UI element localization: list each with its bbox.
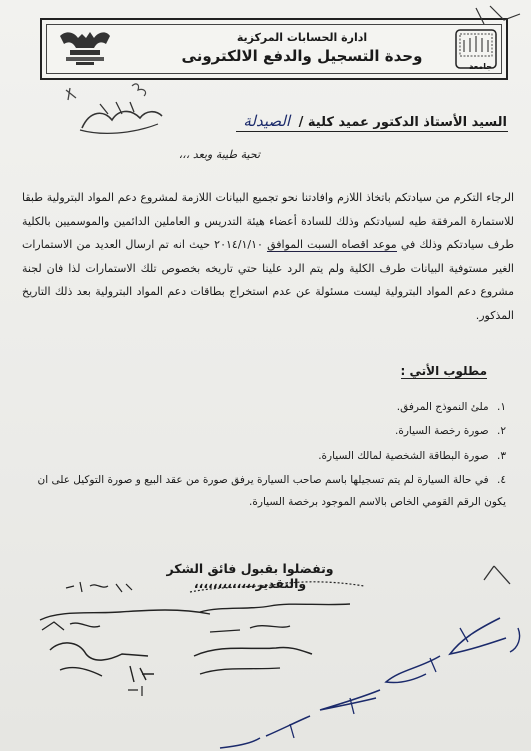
pen-stroke-mark (470, 4, 530, 32)
addressee-faculty-handwritten: الصيدلة (243, 112, 291, 130)
addressee-underline (236, 131, 508, 132)
handwritten-reference-mark (52, 80, 172, 142)
body-text-part2: ٢٠١٤/١/١٠ حيث انه تم ارسال العديد من الاستمارات الغير مستوفية البيانات طرف الكلية ولم يتم الرد علينا حتي تاريخه بخصوص تلك الاستمارات لذا فان لجنة مشروع دعم المواد البترولية ليست مسئولة عن عدم استخراج بطاقات دعم المواد البترولية بعد ذلك التاريخ المذكور. (22, 238, 514, 322)
greeting: تحية طيبة وبعد ،،، (178, 148, 260, 161)
blue-ink-signature (200, 598, 531, 751)
requirements-list (28, 392, 506, 513)
list-item: ١. ملئ النموذج المرفق. (396, 401, 506, 413)
list-item: ٤. في حالة السيارة لم يتم تسجيلها باسم صاحب السيارة يرفق صورة من عقد البيع و صورة التوكيل على ان يكون الرقم القومي الخاص بالاسم الموجود برخصة السيارة. (37, 474, 506, 508)
margin-tick-mark (480, 560, 520, 590)
body-text-part1: الرجاء التكرم من سيادتكم باتخاذ اللازم وافادتنا نحو تجميع البيانات اللازمة لمشروع دعم المواد البترولية طبقا للاستمارة المرفقة طيه لسيادتكم وذلك للسادة أعضاء هيئة التدريس و العاملين الدائمين والموسميين بالكلية طرف سيادتكم وذلك في (22, 191, 514, 252)
body-paragraph (22, 186, 514, 328)
header-unit: وحدة التسجيل والدفع الالكترونى (181, 47, 423, 65)
letterhead (40, 18, 508, 80)
requirements-heading: مطلوب الأتي : (400, 364, 487, 378)
date-annotation-right (60, 576, 140, 598)
university-emblem-icon (56, 28, 114, 68)
body-deadline-underlined: موعد اقصاه السبت الموافق (267, 238, 397, 252)
closing-line: وتفضلوا بقبول فائق الشكر والتقدير،،،،،،،،،،،،، (166, 561, 334, 591)
list-item: ٣. صورة البطاقة الشخصية لمالك السيارة. (318, 450, 506, 462)
list-item: ٢. صورة رخصة السيارة. (395, 425, 506, 437)
addressee-title: السيد الأستاذ الدكتور عميد كلية / (298, 115, 507, 130)
logo-right-caption: جامعة (468, 62, 492, 71)
header-department: ادارة الحسابات المركزية (236, 31, 368, 44)
addressee-line (239, 112, 507, 130)
